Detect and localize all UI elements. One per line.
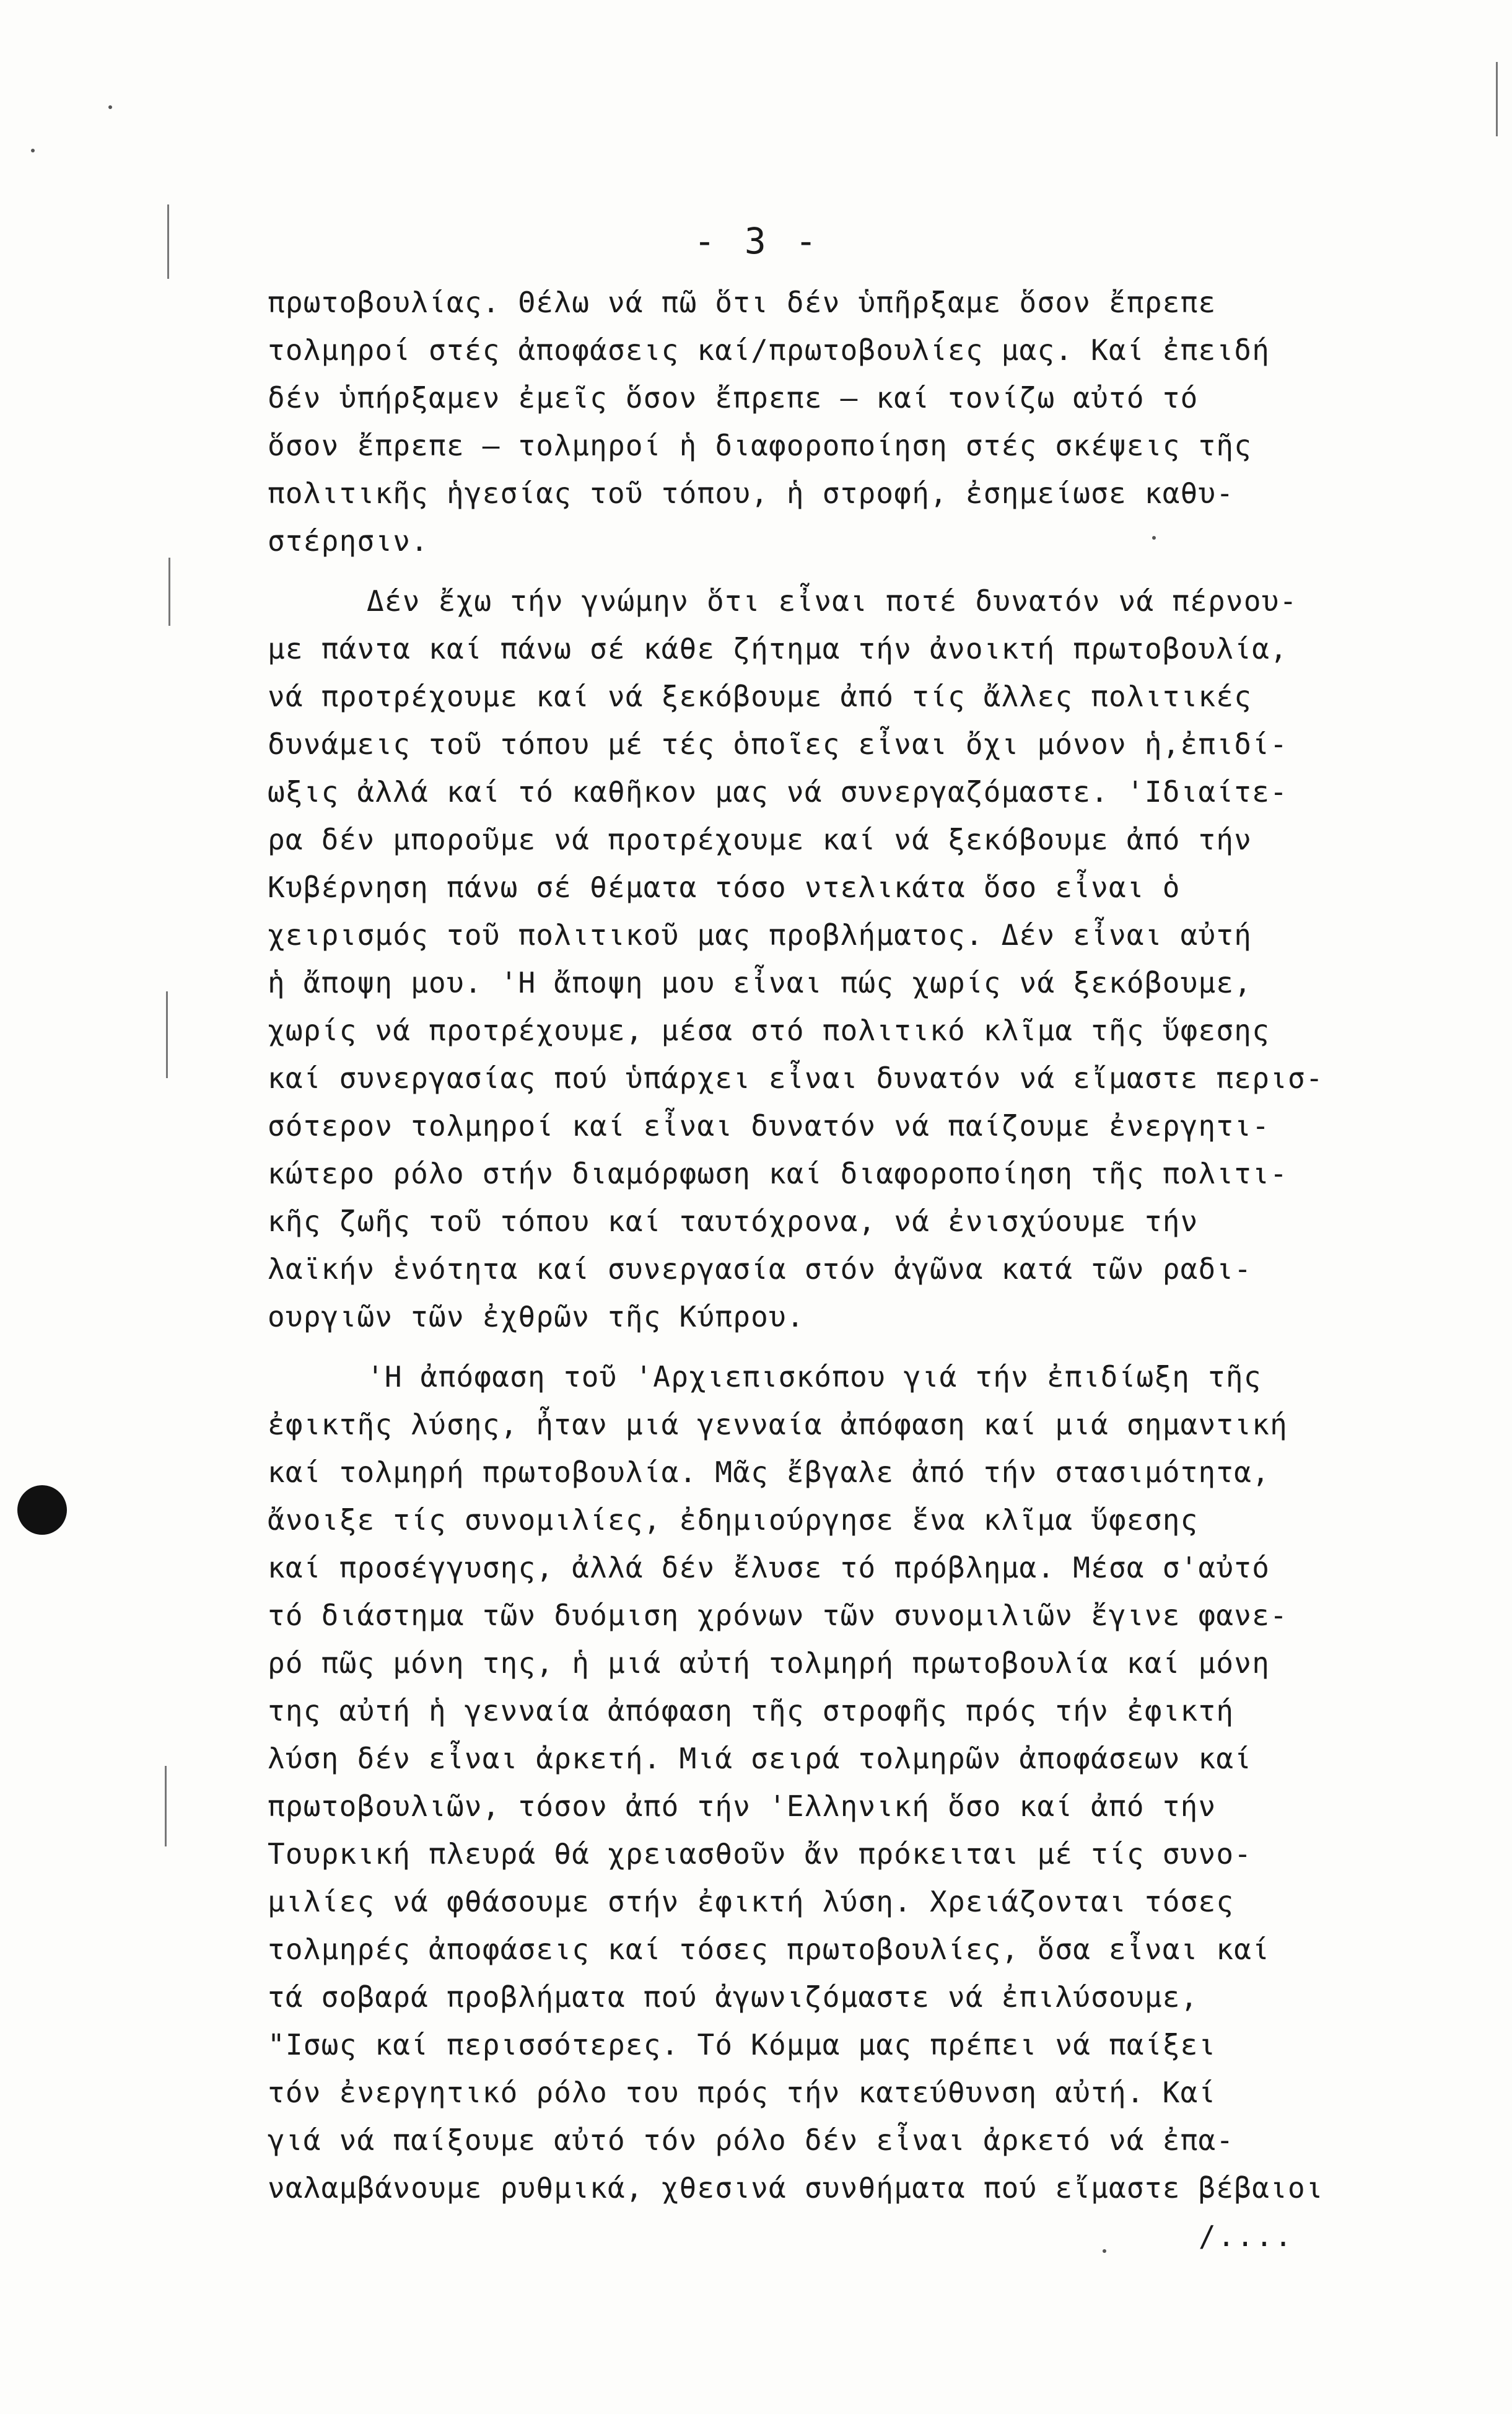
text-line: στέρησιν.: [268, 524, 429, 558]
text-line: λαϊκήν ἑνότητα καί συνεργασία στόν ἀγῶνα κατά τῶν ραδι-: [268, 1252, 1252, 1286]
margin-mark: [168, 558, 170, 626]
text-line: ἐφικτῆς λύσης, ἦταν μιά γενναία ἀπόφαση καί μιά σημαντική: [268, 1408, 1288, 1441]
text-line: Κυβέρνηση πάνω σέ θέματα τόσο ντελικάτα ὅσο εἶναι ὁ: [268, 871, 1181, 904]
text-line: 'Η ἀπόφαση τοῦ 'Αρχιεπισκόπου γιά τήν ἐπιδίωξη τῆς: [367, 1360, 1262, 1394]
text-line: της αὐτή ἡ γενναία ἀπόφαση τῆς στροφῆς πρός τήν ἐφικτή: [268, 1694, 1235, 1727]
text-line: πρωτοβουλίας. Θέλω νά πῶ ὅτι δέν ὑπῆρξαμε ὅσον ἔπρεπε: [268, 286, 1217, 319]
text-line: ρα δέν μποροῦμε νά προτρέχουμε καί νά ξεκόβουμε ἀπό τήν: [268, 823, 1252, 856]
text-line: τό διάστημα τῶν δυόμιση χρόνων τῶν συνομιλιῶν ἔγινε φανε-: [268, 1599, 1288, 1632]
text-line: ρό πῶς μόνη της, ἡ μιά αὐτή τολμηρή πρωτοβουλία καί μόνη: [268, 1646, 1270, 1680]
text-line: μιλίες νά φθάσουμε στήν ἐφικτή λύση. Χρειάζονται τόσες: [268, 1885, 1235, 1918]
page-number: - 3 -: [694, 220, 821, 262]
text-line: νά προτρέχουμε καί νά ξεκόβουμε ἀπό τίς ἄλλες πολιτικές: [268, 680, 1252, 713]
punch-hole-mark: [17, 1485, 67, 1535]
text-line: τόν ἐνεργητικό ρόλο του πρός τήν κατεύθυνση αὐτή. Καί: [268, 2076, 1217, 2109]
text-line: καί συνεργασίας πού ὑπάρχει εἶναι δυνατόν νά εἴμαστε περισ-: [268, 1061, 1324, 1095]
text-line: τολμηροί στές ἀποφάσεις καί/πρωτοβουλίες μας. Καί ἐπειδή: [268, 333, 1270, 367]
body-text: [268, 279, 1395, 2212]
text-line: πρωτοβουλιῶν, τόσον ἀπό τήν 'Ελληνική ὅσο καί ἀπό τήν: [268, 1789, 1217, 1823]
text-line: τά σοβαρά προβλήματα πού ἀγωνιζόμαστε νά ἐπιλύσουμε,: [268, 1980, 1199, 2014]
text-line: ωξις ἀλλά καί τό καθῆκον μας νά συνεργαζόμαστε. 'Ιδιαίτε-: [268, 775, 1288, 809]
paper-speck: [1103, 2249, 1106, 2253]
text-line: τολμηρές ἀποφάσεις καί τόσες πρωτοβουλίες, ὅσα εἶναι καί: [268, 1933, 1270, 1966]
text-line: χωρίς νά προτρέχουμε, μέσα στό πολιτικό κλῖμα τῆς ὕφεσης: [268, 1014, 1270, 1047]
text-line: καί τολμηρή πρωτοβουλία. Μᾶς ἔβγαλε ἀπό τήν στασιμότητα,: [268, 1455, 1270, 1489]
text-line: καί προσέγγυσης, ἀλλά δέν ἔλυσε τό πρόβλημα. Μέσα σ'αὐτό: [268, 1551, 1270, 1584]
text-line: με πάντα καί πάνω σέ κάθε ζήτημα τήν ἀνοικτή πρωτοβουλία,: [268, 632, 1288, 665]
text-line: γιά νά παίξουμε αὐτό τόν ρόλο δέν εἶναι ἀρκετό νά ἐπα-: [268, 2123, 1235, 2157]
text-line: χειρισμός τοῦ πολιτικοῦ μας προβλήματος. Δέν εἶναι αὐτή: [268, 918, 1252, 952]
text-line: δυνάμεις τοῦ τόπου μέ τές ὁποῖες εἶναι ὄχι μόνον ἡ,ἐπιδί-: [268, 727, 1288, 761]
text-line: ναλαμβάνουμε ρυθμικά, χθεσινά συνθήματα πού εἴμαστε βέβαιοι: [268, 2171, 1324, 2205]
margin-mark: [165, 1766, 167, 1846]
margin-mark: [166, 991, 168, 1078]
text-line: Τουρκική πλευρά θά χρειασθοῦν ἄν πρόκειται μέ τίς συνο-: [268, 1837, 1252, 1871]
text-line: "Ισως καί περισσότερες. Τό Κόμμα μας πρέπει νά παίξει: [268, 2028, 1217, 2061]
paper-speck: [31, 149, 35, 152]
text-line: ἡ ἄποψη μου. 'Η ἄποψη μου εἶναι πώς χωρίς νά ξεκόβουμε,: [268, 966, 1252, 999]
text-line: κώτερο ρόλο στήν διαμόρφωση καί διαφοροποίηση τῆς πολιτι-: [268, 1157, 1288, 1190]
text-line: ἄνοιξε τίς συνομιλίες, ἐδημιούργησε ἕνα κλῖμα ὕφεσης: [268, 1503, 1199, 1537]
margin-mark: [167, 204, 169, 279]
text-line: ουργιῶν τῶν ἐχθρῶν τῆς Κύπρου.: [268, 1300, 805, 1333]
text-line: κῆς ζωῆς τοῦ τόπου καί ταυτόχρονα, νά ἐνισχύουμε τήν: [268, 1205, 1199, 1238]
text-line: σότερον τολμηροί καί εἶναι δυνατόν νά παίζουμε ἐνεργητι-: [268, 1109, 1270, 1143]
text-line: πολιτικῆς ἡγεσίας τοῦ τόπου, ἡ στροφή, ἐσημείωσε καθυ-: [268, 476, 1235, 510]
text-line: λύση δέν εἶναι ἀρκετή. Μιά σειρά τολμηρῶν ἀποφάσεων καί: [268, 1742, 1252, 1775]
text-line: ὅσον ἔπρεπε – τολμηροί ἡ διαφοροποίηση στές σκέψεις τῆς: [268, 429, 1252, 462]
continuation-mark: /....: [1199, 2219, 1294, 2253]
margin-mark: [1496, 62, 1498, 136]
text-line: Δέν ἔχω τήν γνώμην ὅτι εἶναι ποτέ δυνατόν νά πέρνου-: [367, 584, 1298, 618]
paper-speck: [108, 105, 112, 109]
text-line: δέν ὑπήρξαμεν ἐμεῖς ὅσον ἔπρεπε – καί τονίζω αὐτό τό: [268, 381, 1199, 415]
